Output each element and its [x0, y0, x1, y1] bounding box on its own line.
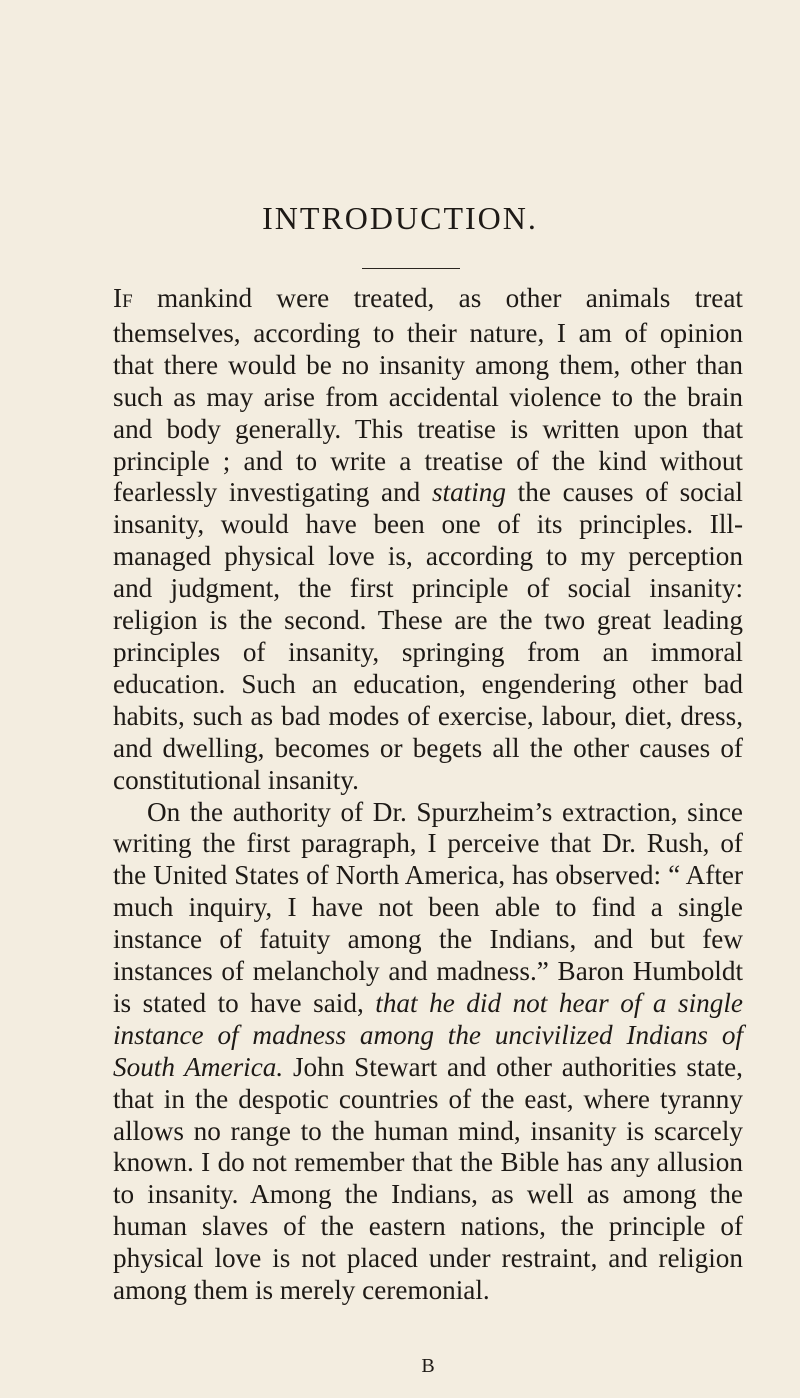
paragraph-2-italic: that he did not hear of a single instance of madness among the uncivilized Indians of South America.	[113, 987, 743, 1082]
opening-initial: I	[113, 283, 123, 313]
paragraph-1-text-a: mankind were treated, as other animals treat themselves, according to their nature, I am of opinion that there would be no insanity among them, other than such as may arise from accidental violence to the brain and body generally. This treatise is written upon that principle ; and to write a treatise of the kind without fearlessly investigating and	[113, 283, 743, 508]
paragraph-2-text-a: On the authority of Dr. Spurzheim’s extraction, since writing the first paragraph, I perceive that Dr. Rush, of the United States of North America, has observed: “ After much inquiry, I have not been able to find a single instance of fatuity among the Indians, and but few instances of melancholy and madness.” Baron Humboldt is stated to have said,	[113, 796, 743, 1018]
chapter-heading: INTRODUCTION.	[262, 200, 538, 236]
paragraph-1-italic: stating	[431, 477, 506, 508]
paragraph-2-text-b: John Stewart and other authorities state, that in the despotic countries of the east, where tyranny allows no range to the human mind, insanity is scarcely known. I do not remember that the Bible has any allusion to insanity. Among the Indians, as well as among the human slaves of the eastern nations, the principle of physical love is not placed under restraint, and religion among them is merely ceremonial.	[113, 1051, 743, 1306]
body-text	[113, 283, 743, 1307]
paragraph-1	[113, 283, 743, 797]
paragraph-2	[113, 797, 743, 1308]
signature-mark: B	[421, 1355, 435, 1377]
paragraph-1-text-b: the causes of social insanity, would have been one of its principles. Ill-managed physical love is, according to my perception and judgment, the first principle of social insanity: religion is the second. These are the two great leading principles of insanity, springing from an immoral education. Such an education, engendering other bad habits, such as bad modes of exercise, labour, diet, dress, and dwelling, becomes or begets all the other causes of constitutional insanity.	[113, 477, 743, 795]
opening-small-caps: F	[122, 291, 133, 312]
opening-word	[113, 283, 133, 313]
heading-rule	[362, 268, 460, 269]
